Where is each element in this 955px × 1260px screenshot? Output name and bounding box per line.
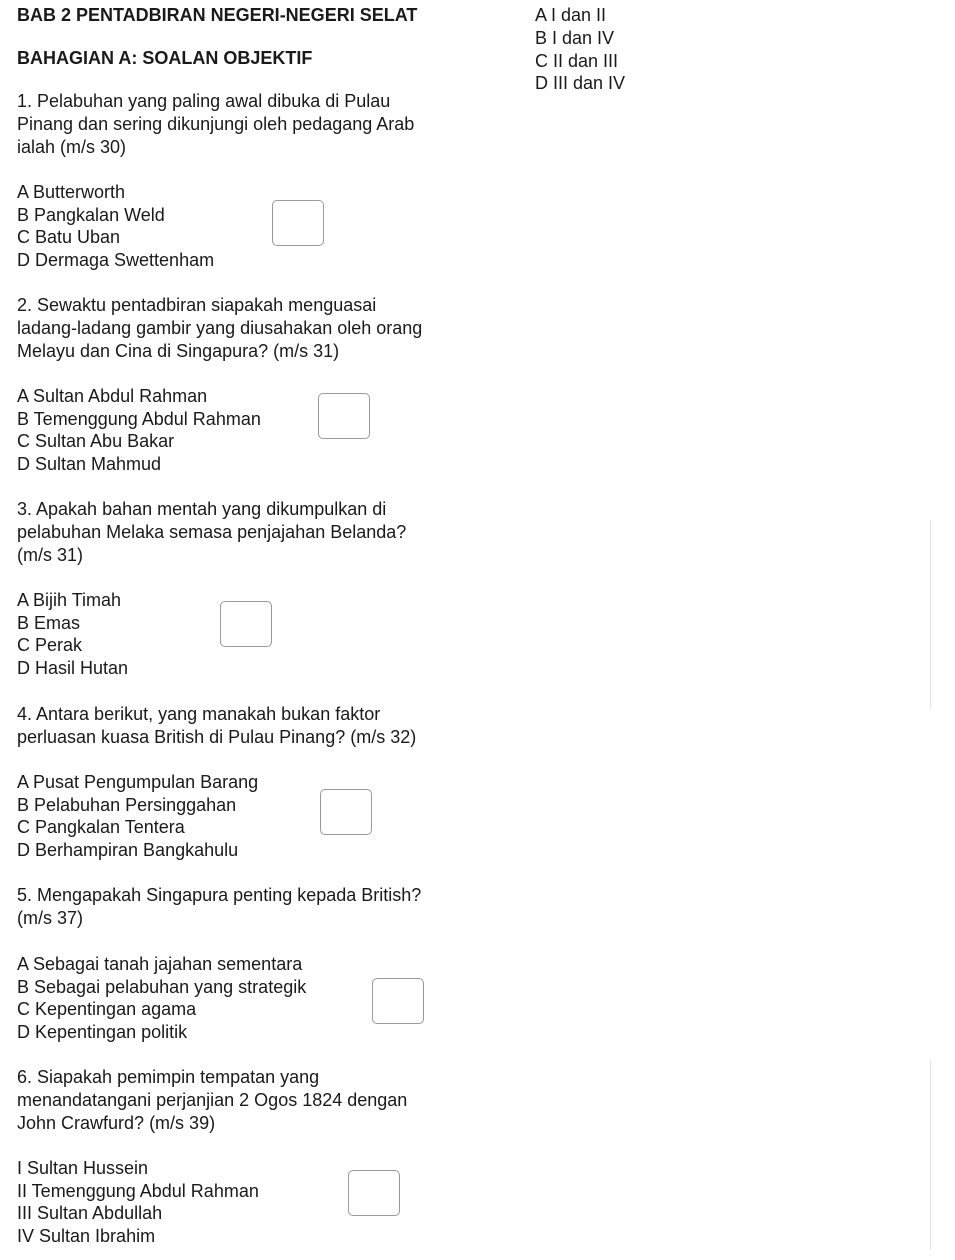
option-iii: III Sultan Abdullah xyxy=(17,1203,163,1223)
section-title: BAHAGIAN A: SOALAN OBJEKTIF xyxy=(17,48,313,68)
scan-edge-line xyxy=(930,1060,931,1250)
question-text: menandatangani perjanjian 2 Ogos 1824 dengan xyxy=(17,1090,408,1110)
chapter-title: BAB 2 PENTADBIRAN NEGERI-NEGERI SELAT xyxy=(17,5,418,25)
answer-box[interactable] xyxy=(220,601,272,647)
option-b: B Pangkalan Weld xyxy=(17,205,165,225)
question-text: 6. Siapakah pemimpin tempatan yang xyxy=(17,1067,320,1087)
option-b: B Temenggung Abdul Rahman xyxy=(17,409,261,429)
answer-box[interactable] xyxy=(272,200,324,246)
question-text: ladang-ladang gambir yang diusahakan oleh orang xyxy=(17,318,423,338)
option-d: D Dermaga Swettenham xyxy=(17,250,215,270)
option-b: B Pelabuhan Persinggahan xyxy=(17,795,237,815)
question-text: ialah (m/s 30) xyxy=(17,137,127,157)
question-text: 1. Pelabuhan yang paling awal dibuka di Pulau xyxy=(17,91,391,111)
option-b: B Sebagai pelabuhan yang strategik xyxy=(17,977,307,997)
option-b: B Emas xyxy=(17,613,81,633)
option-c: C Sultan Abu Bakar xyxy=(17,431,175,451)
question-text: (m/s 37) xyxy=(17,908,84,928)
side-option-d: D III dan IV xyxy=(535,73,626,93)
answer-box[interactable] xyxy=(372,978,424,1024)
option-d: D Sultan Mahmud xyxy=(17,454,162,474)
scan-edge-line xyxy=(930,520,931,710)
question-text: 2. Sewaktu pentadbiran siapakah menguasai xyxy=(17,295,377,315)
option-d: D Kepentingan politik xyxy=(17,1022,188,1042)
question-text: Melayu dan Cina di Singapura? (m/s 31) xyxy=(17,341,340,361)
option-c: C Pangkalan Tentera xyxy=(17,817,185,837)
question-text: 3. Apakah bahan mentah yang dikumpulkan di xyxy=(17,499,387,519)
option-i: I Sultan Hussein xyxy=(17,1158,149,1178)
option-d: D Berhampiran Bangkahulu xyxy=(17,840,239,860)
question-text: John Crawfurd? (m/s 39) xyxy=(17,1113,216,1133)
question-text: 4. Antara berikut, yang manakah bukan faktor xyxy=(17,704,381,724)
answer-box[interactable] xyxy=(318,393,370,439)
option-c: C Perak xyxy=(17,635,83,655)
option-a: A Bijih Timah xyxy=(17,590,122,610)
option-c: C Batu Uban xyxy=(17,227,121,247)
side-option-a: A I dan II xyxy=(535,5,607,25)
question-text: perluasan kuasa British di Pulau Pinang? (m/s 32) xyxy=(17,727,417,747)
option-d: D Hasil Hutan xyxy=(17,658,129,678)
option-c: C Kepentingan agama xyxy=(17,999,197,1019)
question-text: Pinang dan sering dikunjungi oleh pedagang Arab xyxy=(17,114,415,134)
option-a: A Sebagai tanah jajahan sementara xyxy=(17,954,303,974)
side-option-c: C II dan III xyxy=(535,51,619,71)
option-a: A Butterworth xyxy=(17,182,126,202)
option-ii: II Temenggung Abdul Rahman xyxy=(17,1181,259,1201)
question-text: pelabuhan Melaka semasa penjajahan Belanda? xyxy=(17,522,407,542)
answer-box[interactable] xyxy=(348,1170,400,1216)
option-iv: IV Sultan Ibrahim xyxy=(17,1226,156,1246)
question-text: 5. Mengapakah Singapura penting kepada British? xyxy=(17,885,422,905)
side-option-b: B I dan IV xyxy=(535,28,615,48)
question-text: (m/s 31) xyxy=(17,545,84,565)
answer-box[interactable] xyxy=(320,789,372,835)
option-a: A Pusat Pengumpulan Barang xyxy=(17,772,259,792)
option-a: A Sultan Abdul Rahman xyxy=(17,386,208,406)
